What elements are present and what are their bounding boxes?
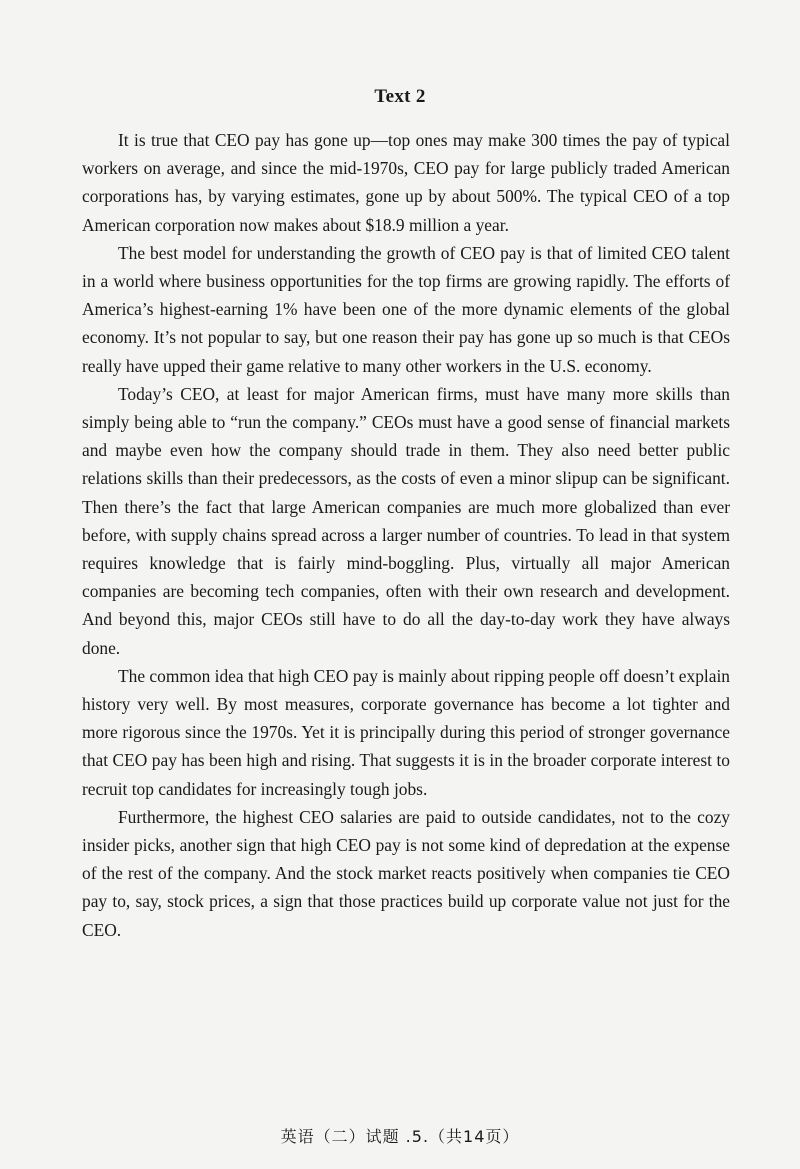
passage-body	[82, 126, 730, 944]
paragraph-2: The best model for understanding the growth of CEO pay is that of limited CEO talent in a world where business opportunities for the top firms are growing rapidly. The efforts of America’s highest-earning 1% have been one of the more dynamic elements of the global economy. It’s not popular to say, but one reason their pay has gone up so much is that CEOs really have upped their game relative to many other workers in the U.S. economy.	[82, 242, 730, 376]
paragraph-5: Furthermore, the highest CEO salaries are paid to outside candidates, not to the cozy insider picks, another sign that high CEO pay is not some kind of depredation at the expense of the rest of the company. And the stock market reacts positively when companies tie CEO pay to, say, stock prices, a sign that those practices build up corporate value not just for the CEO.	[82, 806, 730, 940]
paragraph-4: The common idea that high CEO pay is mainly about ripping people off doesn’t explain history very well. By most measures, corporate governance has become a lot tighter and more rigorous since the 1970s. Yet it is principally during this period of stronger governance that CEO pay has been high and rising. That suggests it is in the broader corporate interest to recruit top candidates for increasingly tough jobs.	[82, 665, 730, 799]
page-footer: 英语（二）试题 .5.（共14页）	[280, 1127, 520, 1146]
section-title: Text 2	[374, 86, 426, 107]
paragraph-3: Today’s CEO, at least for major American firms, must have many more skills than simply being able to “run the company.” CEOs must have a good sense of financial markets and maybe even how the company should trade in them. They also need better public relations skills than their predecessors, as the costs of even a minor slipup can be significant. Then there’s the fact that large American companies are much more globalized than ever before, with supply chains spread across a larger number of countries. To lead in that system requires knowledge that is fairly mind-boggling. Plus, virtually all major American companies are becoming tech companies, often with their own research and development. And beyond this, major CEOs still have to do all the day-to-day work they have always done.	[82, 383, 730, 658]
paragraph-1: It is true that CEO pay has gone up—top ones may make 300 times the pay of typical workers on average, and since the mid-1970s, CEO pay for large publicly traded American corporations has, by varying estimates, gone up by about 500%. The typical CEO of a top American corporation now makes about $18.9 million a year.	[82, 130, 730, 235]
